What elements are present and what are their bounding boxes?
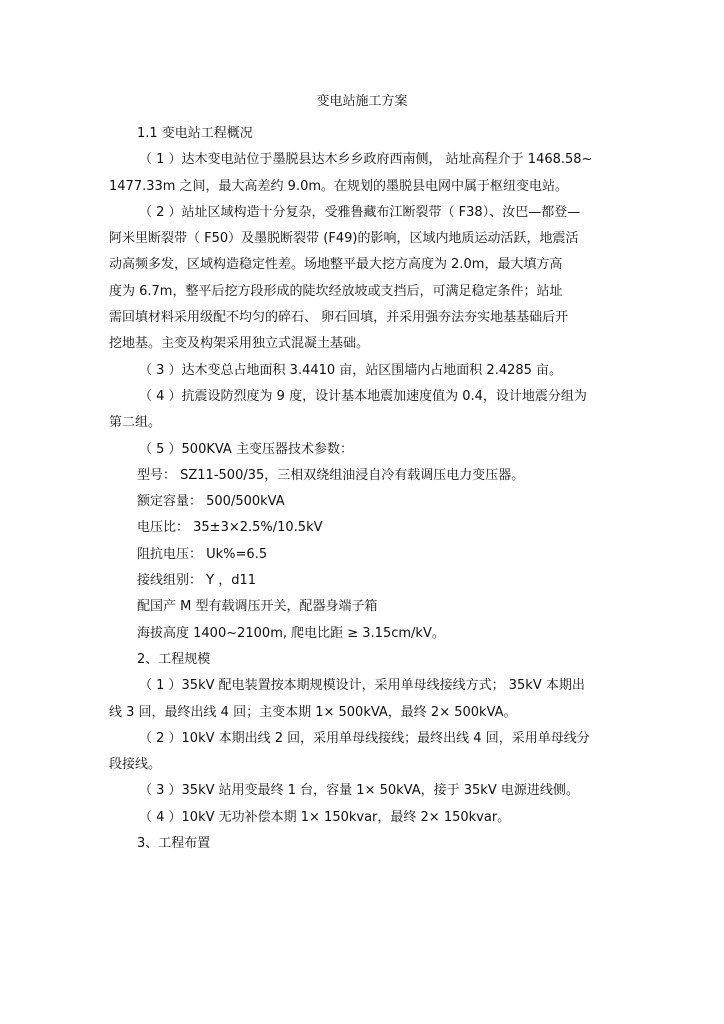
document-line: 阿米里断裂带（ F50）及墨脱断裂带 (F49)的影响，区域内地质运动活跃，地震活	[109, 231, 579, 247]
document-line: 1477.33m 之间，最大高差约 9.0m。在规划的墨脱县电网中属于枢纽变电站。	[109, 178, 569, 194]
document-line: 配国产 M 型有载调压开关，配器身端子箱	[137, 599, 378, 615]
document-line: （ 5 ）500KVA 主变压器技术参数：	[139, 441, 353, 457]
document-line: 段接线。	[109, 757, 162, 773]
document-line: （ 2 ）站址区域构造十分复杂，受雅鲁藏布江断裂带（ F38）、汝巴—都登—	[139, 204, 581, 220]
document-line: （ 4 ）10kV 无功补偿本期 1× 150kvar，最终 2× 150kvar。	[139, 809, 511, 825]
document-line: 电压比： 35±3×2.5%/10.5kV	[137, 520, 323, 536]
document-line: 额定容量： 500/500kVA	[137, 494, 285, 510]
document-line: 1.1 变电站工程概况	[137, 126, 253, 141]
document-line: 动高频多发，区域构造稳定性差。场地整平最大挖方高度为 2.0m，最大填方高	[109, 257, 563, 273]
document-line: （ 3 ）35kV 站用变最终 1 台，容量 1× 50kVA，接于 35kV 电源进线侧。	[139, 783, 579, 799]
document-line: 线 3 回，最终出线 4 回；主变本期 1× 500kVA，最终 2× 500kVA。	[109, 704, 517, 720]
document-line: 型号： SZ11-500/35，三相双绕组油浸自冷有载调压电力变压器。	[137, 467, 525, 483]
document-line: （ 1 ）达木变电站位于墨脱县达木乡乡政府西南侧， 站址高程介于 1468.58~	[139, 152, 593, 168]
document-line: 海拔高度 1400~2100m, 爬电比距 ≥ 3.15cm/kV。	[137, 625, 445, 641]
document-line: 挖地基。主变及构架采用独立式混凝土基础。	[109, 336, 370, 352]
document-line: （ 4 ）抗震设防烈度为 9 度，设计基本地震加速度值为 0.4，设计地震分组为	[139, 388, 587, 404]
document-line: （ 2 ）10kV 本期出线 2 回，采用单母线接线；最终出线 4 回，采用单母线分	[139, 730, 590, 746]
document-line: （ 3 ）达木变总占地面积 3.4410 亩，站区围墙内占地面积 2.4285 亩。	[139, 362, 563, 378]
document-line: （ 1 ）35kV 配电装置按本期规模设计，采用单母线接线方式； 35kV 本期出	[139, 678, 585, 694]
document-line: 3、工程布置	[137, 836, 211, 852]
document-line: 接线组别： Y ，d11	[137, 573, 256, 589]
document-line: 阻抗电压： Uk%=6.5	[137, 546, 268, 562]
document-title: 变电站施工方案	[316, 94, 408, 109]
document-body	[109, 121, 613, 857]
document-line: 2、工程规模	[137, 651, 211, 667]
document-line: 度为 6.7m，整平后挖方段形成的陡坎经放坡或支挡后，可满足稳定条件；站址	[109, 283, 563, 299]
document-line: 需回填材料采用级配不均匀的碎石、 卵石回填，并采用强夯法夯实地基基础后开	[109, 310, 569, 326]
document-line: 第二组。	[109, 415, 162, 431]
